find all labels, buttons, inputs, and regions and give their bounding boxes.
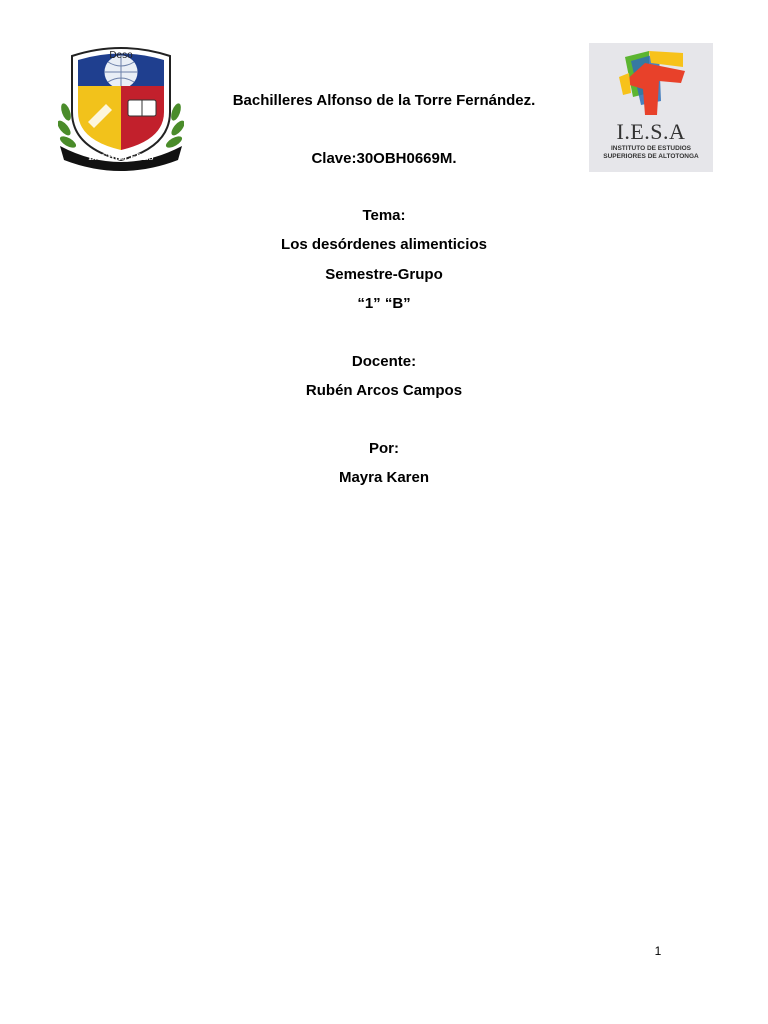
- school-clave: Clave:30OBH0669M.: [311, 150, 457, 167]
- docente-value: Rubén Arcos Campos: [305, 382, 463, 399]
- semestre-label: Semestre-Grupo: [325, 266, 443, 283]
- por-value: Mayra Karen: [338, 469, 430, 486]
- iesa-subtitle-1: INSTITUTO DE ESTUDIOS: [610, 145, 692, 152]
- tema-value: Los desórdenes alimenticios: [281, 236, 487, 253]
- school-name: Bachilleres Alfonso de la Torre Fernández.: [232, 92, 536, 109]
- docente-label: Docente:: [351, 353, 417, 370]
- tema-label: Tema:: [362, 207, 406, 224]
- page-number: 1: [654, 944, 662, 958]
- crest-text: BACHILLERES: [88, 152, 154, 162]
- crest-corner-text: Deso: [109, 50, 133, 61]
- iesa-title: I.E.S.A: [616, 119, 686, 144]
- por-label: Por:: [369, 440, 399, 457]
- iesa-subtitle-2: SUPERIORES DE ALTOTONGA: [603, 153, 699, 160]
- semestre-value: “1” “B”: [357, 295, 411, 312]
